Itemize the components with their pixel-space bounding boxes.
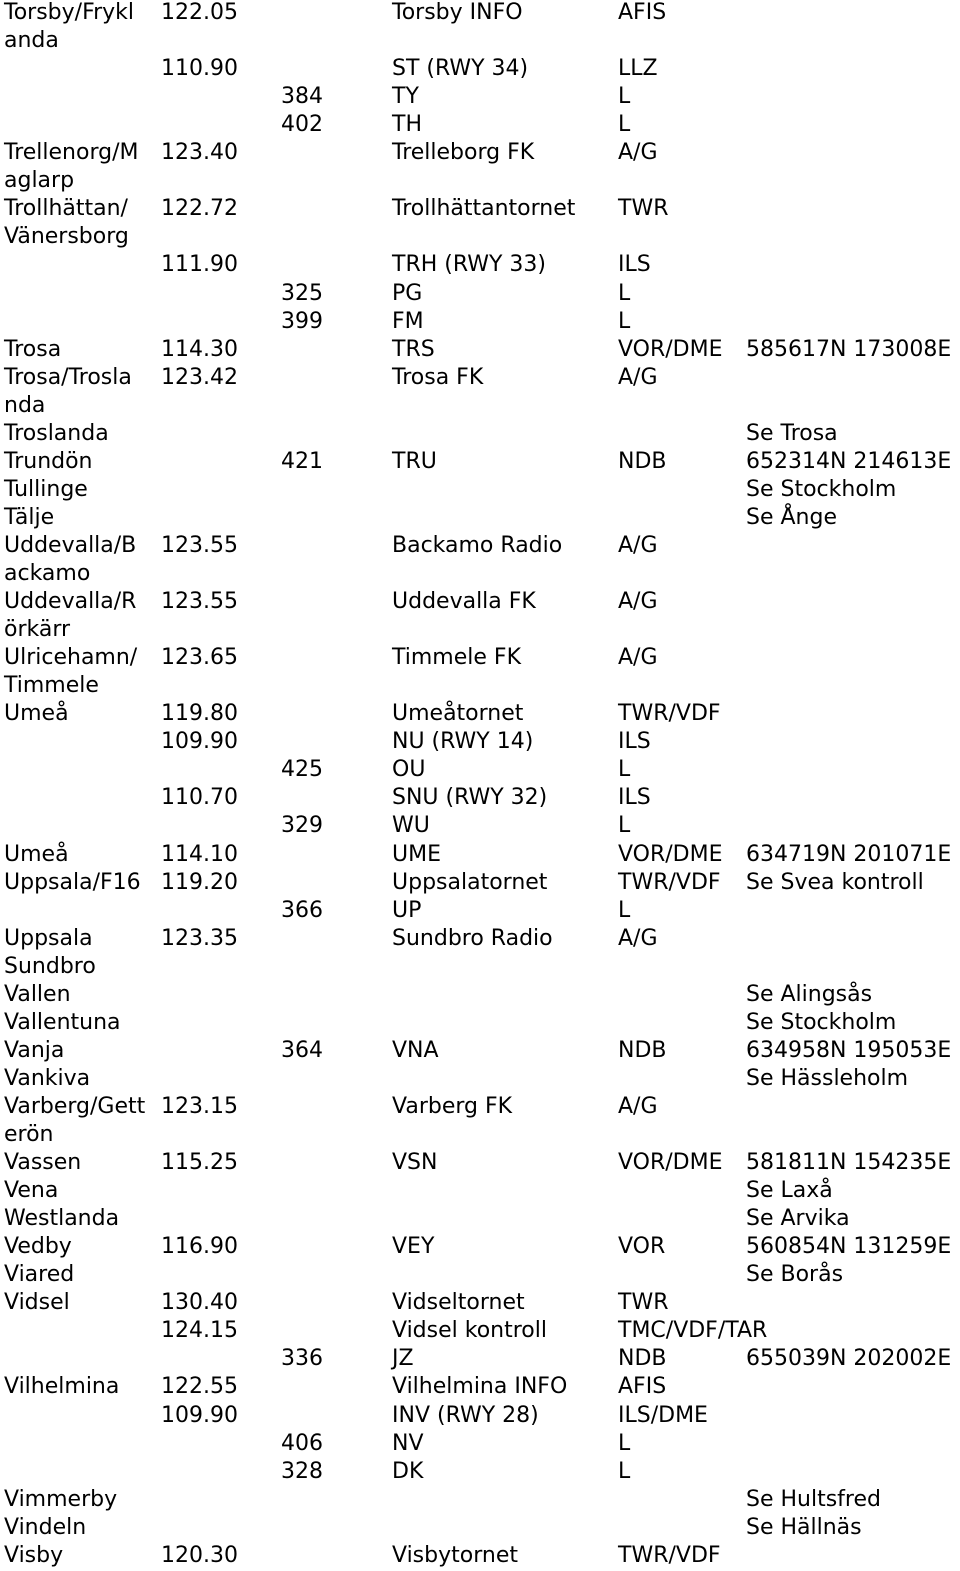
table-row <box>0 167 960 195</box>
table-row <box>0 1149 960 1177</box>
type-cell: A/G <box>618 140 658 166</box>
ident-cell: Vidseltornet <box>392 1290 525 1316</box>
table-row <box>0 448 960 476</box>
ident-cell: UP <box>392 897 422 923</box>
table-row <box>0 1289 960 1317</box>
frequency-cell: 111.90 <box>161 252 238 278</box>
ident-cell: Vilhelmina INFO <box>392 1374 568 1400</box>
place-cell: Sundbro <box>4 953 96 979</box>
remark-cell: 634719N 201071E <box>746 841 952 867</box>
ident-cell: NV <box>392 1430 424 1456</box>
table-row <box>0 1065 960 1093</box>
table-row <box>0 504 960 532</box>
frequency-cell: 122.05 <box>161 0 238 25</box>
table-row <box>0 1458 960 1486</box>
remark-cell: 585617N 173008E <box>746 336 952 362</box>
frequency-cell: 114.30 <box>161 336 238 362</box>
table-row <box>0 83 960 111</box>
table-row <box>0 308 960 336</box>
ident-cell: Uddevalla FK <box>392 589 536 615</box>
table-row <box>0 1177 960 1205</box>
place-cell: nda <box>4 392 46 418</box>
ndb-frequency-cell: 402 <box>281 112 323 138</box>
type-cell: L <box>618 813 631 839</box>
type-cell: L <box>618 280 631 306</box>
frequency-cell: 115.25 <box>161 1150 238 1176</box>
place-cell: Troslanda <box>4 420 109 446</box>
place-cell: Vena <box>4 1178 59 1204</box>
place-cell: Vanja <box>4 1037 65 1063</box>
ident-cell: VNA <box>392 1037 439 1063</box>
remark-cell: Se Hällnäs <box>746 1514 862 1540</box>
ident-cell: Sundbro Radio <box>392 925 553 951</box>
ndb-frequency-cell: 336 <box>281 1346 323 1372</box>
ndb-frequency-cell: 384 <box>281 84 323 110</box>
table-row <box>0 1205 960 1233</box>
ndb-frequency-cell: 325 <box>281 280 323 306</box>
frequency-cell: 123.55 <box>161 532 238 558</box>
frequency-cell: 123.65 <box>161 645 238 671</box>
ndb-frequency-cell: 364 <box>281 1037 323 1063</box>
remark-cell: 655039N 202002E <box>746 1346 952 1372</box>
place-cell: örkärr <box>4 617 71 643</box>
ident-cell: TH <box>392 112 422 138</box>
place-cell: Trosa/Trosla <box>4 364 132 390</box>
place-cell: Trollhättan/ <box>4 196 128 222</box>
type-cell: VOR <box>618 1234 666 1260</box>
type-cell: NDB <box>618 1346 667 1372</box>
place-cell: Uddevalla/R <box>4 589 137 615</box>
table-row <box>0 728 960 756</box>
place-cell: Vassen <box>4 1150 82 1176</box>
type-cell: VOR/DME <box>618 1150 723 1176</box>
place-cell: Vallen <box>4 981 71 1007</box>
remark-cell: Se Ånge <box>746 504 837 530</box>
place-cell: Trundön <box>4 448 93 474</box>
ndb-frequency-cell: 329 <box>281 813 323 839</box>
place-cell: Vänersborg <box>4 224 129 250</box>
place-cell: Viared <box>4 1262 75 1288</box>
remark-cell: Se Trosa <box>746 420 838 446</box>
remark-cell: Se Borås <box>746 1262 844 1288</box>
type-cell: TWR/VDF <box>618 701 721 727</box>
place-cell: Vindeln <box>4 1514 87 1540</box>
place-cell: Trellenorg/M <box>4 140 139 166</box>
table-row <box>0 280 960 308</box>
ident-cell: FM <box>392 308 424 334</box>
frequency-cell: 122.55 <box>161 1374 238 1400</box>
type-cell: TWR <box>618 1290 669 1316</box>
type-cell: ILS <box>618 729 651 755</box>
table-row <box>0 195 960 223</box>
table-row <box>0 1233 960 1261</box>
type-cell: L <box>618 84 631 110</box>
type-cell: ILS/DME <box>618 1402 708 1428</box>
ident-cell: UME <box>392 841 441 867</box>
place-cell: Vankiva <box>4 1065 91 1091</box>
ident-cell: SNU (RWY 32) <box>392 785 548 811</box>
type-cell: NDB <box>618 1037 667 1063</box>
place-cell: Vimmerby <box>4 1486 118 1512</box>
ident-cell: Umeåtornet <box>392 701 524 727</box>
place-cell: anda <box>4 28 59 54</box>
ndb-frequency-cell: 366 <box>281 897 323 923</box>
frequency-cell: 119.20 <box>161 869 238 895</box>
type-cell: VOR/DME <box>618 841 723 867</box>
table-row <box>0 0 960 27</box>
type-cell: A/G <box>618 532 658 558</box>
table-row <box>0 392 960 420</box>
ndb-frequency-cell: 328 <box>281 1458 323 1484</box>
type-cell: ILS <box>618 252 651 278</box>
table-row <box>0 1402 960 1430</box>
ident-cell: VEY <box>392 1234 435 1260</box>
remark-cell: Se Hultsfred <box>746 1486 881 1512</box>
ndb-frequency-cell: 425 <box>281 757 323 783</box>
place-cell: Uppsala/F16 <box>4 869 141 895</box>
place-cell: Vedby <box>4 1234 72 1260</box>
frequency-cell: 130.40 <box>161 1290 238 1316</box>
frequency-cell: 114.10 <box>161 841 238 867</box>
type-cell: TWR <box>618 196 669 222</box>
place-cell: aglarp <box>4 168 75 194</box>
place-cell: Timmele <box>4 673 99 699</box>
table-row <box>0 1261 960 1289</box>
table-row <box>0 869 960 897</box>
frequency-cell: 123.35 <box>161 925 238 951</box>
type-cell: AFIS <box>618 1374 667 1400</box>
table-row <box>0 700 960 728</box>
place-cell: Uppsala <box>4 925 93 951</box>
ident-cell: TRU <box>392 448 437 474</box>
type-cell: L <box>618 1458 631 1484</box>
table-row <box>0 953 960 981</box>
table-row <box>0 55 960 83</box>
table-row <box>0 672 960 700</box>
ident-cell: PG <box>392 280 423 306</box>
table-row <box>0 476 960 504</box>
type-cell: VOR/DME <box>618 336 723 362</box>
ident-cell: VSN <box>392 1150 438 1176</box>
ident-cell: TRS <box>392 336 435 362</box>
ident-cell: DK <box>392 1458 424 1484</box>
table-row <box>0 1345 960 1373</box>
table-row <box>0 336 960 364</box>
ident-cell: Torsby INFO <box>392 0 523 25</box>
frequency-cell: 123.42 <box>161 364 238 390</box>
table-row <box>0 251 960 279</box>
remark-cell: 634958N 195053E <box>746 1037 952 1063</box>
table-row <box>0 1037 960 1065</box>
table-row <box>0 1430 960 1458</box>
table-row <box>0 223 960 251</box>
place-cell: Tullinge <box>4 476 88 502</box>
ident-cell: Timmele FK <box>392 645 521 671</box>
ndb-frequency-cell: 421 <box>281 448 323 474</box>
remark-cell: Se Laxå <box>746 1178 833 1204</box>
ident-cell: Backamo Radio <box>392 532 563 558</box>
frequency-cell: 109.90 <box>161 1402 238 1428</box>
frequency-cell: 124.15 <box>161 1318 238 1344</box>
table-row <box>0 981 960 1009</box>
place-cell: Umeå <box>4 701 69 727</box>
ident-cell: Uppsalatornet <box>392 869 548 895</box>
ident-cell: TRH (RWY 33) <box>392 252 546 278</box>
table-row <box>0 616 960 644</box>
table-row <box>0 756 960 784</box>
type-cell: LLZ <box>618 56 658 82</box>
type-cell: L <box>618 308 631 334</box>
table-row <box>0 1486 960 1514</box>
frequency-cell: 123.15 <box>161 1093 238 1119</box>
ndb-frequency-cell: 399 <box>281 308 323 334</box>
place-cell: Vilhelmina <box>4 1374 120 1400</box>
remark-cell: Se Hässleholm <box>746 1065 909 1091</box>
table-row <box>0 532 960 560</box>
table-row <box>0 1542 960 1570</box>
ident-cell: TY <box>392 84 419 110</box>
remark-cell: 560854N 131259E <box>746 1234 952 1260</box>
ident-cell: Varberg FK <box>392 1093 513 1119</box>
type-cell: A/G <box>618 645 658 671</box>
table-row <box>0 644 960 672</box>
frequency-cell: 120.30 <box>161 1542 238 1568</box>
ident-cell: OU <box>392 757 426 783</box>
place-cell: Ulricehamn/ <box>4 645 138 671</box>
ident-cell: Trosa FK <box>392 364 484 390</box>
type-cell: L <box>618 897 631 923</box>
type-cell: TMC/VDF/TAR <box>618 1318 768 1344</box>
ident-cell: WU <box>392 813 430 839</box>
type-cell: AFIS <box>618 0 667 25</box>
place-cell: Umeå <box>4 841 69 867</box>
table-row <box>0 812 960 840</box>
table-row <box>0 841 960 869</box>
frequency-cell: 116.90 <box>161 1234 238 1260</box>
table-row <box>0 784 960 812</box>
remark-cell: Se Svea kontroll <box>746 869 924 895</box>
table-row <box>0 560 960 588</box>
table-row <box>0 1121 960 1149</box>
remark-cell: 581811N 154235E <box>746 1150 952 1176</box>
place-cell: Torsby/Frykl <box>4 0 135 25</box>
ident-cell: Trelleborg FK <box>392 140 535 166</box>
type-cell: A/G <box>618 589 658 615</box>
place-cell: Vallentuna <box>4 1009 121 1035</box>
ident-cell: INV (RWY 28) <box>392 1402 539 1428</box>
place-cell: Tälje <box>4 504 55 530</box>
place-cell: Uddevalla/B <box>4 532 137 558</box>
place-cell: Westlanda <box>4 1206 120 1232</box>
table-row <box>0 925 960 953</box>
table-row <box>0 1093 960 1121</box>
remark-cell: Se Stockholm <box>746 476 897 502</box>
type-cell: NDB <box>618 448 667 474</box>
table-row <box>0 897 960 925</box>
frequency-cell: 110.70 <box>161 785 238 811</box>
table-row <box>0 1317 960 1345</box>
table-row <box>0 588 960 616</box>
ident-cell: Trollhättantornet <box>392 196 576 222</box>
table-row <box>0 1009 960 1037</box>
place-cell: Trosa <box>4 336 62 362</box>
type-cell: L <box>618 112 631 138</box>
table-row <box>0 420 960 448</box>
frequency-cell: 123.55 <box>161 589 238 615</box>
ndb-frequency-cell: 406 <box>281 1430 323 1456</box>
table-row <box>0 139 960 167</box>
ident-cell: JZ <box>392 1346 414 1372</box>
remark-cell: Se Stockholm <box>746 1009 897 1035</box>
type-cell: TWR/VDF <box>618 1542 721 1568</box>
remark-cell: Se Arvika <box>746 1206 850 1232</box>
place-cell: Vidsel <box>4 1290 70 1316</box>
ident-cell: NU (RWY 14) <box>392 729 534 755</box>
remark-cell: 652314N 214613E <box>746 448 952 474</box>
type-cell: ILS <box>618 785 651 811</box>
table-row <box>0 364 960 392</box>
frequency-cell: 122.72 <box>161 196 238 222</box>
ident-cell: ST (RWY 34) <box>392 56 529 82</box>
ident-cell: Visbytornet <box>392 1542 518 1568</box>
type-cell: TWR/VDF <box>618 869 721 895</box>
type-cell: L <box>618 757 631 783</box>
type-cell: L <box>618 1430 631 1456</box>
place-cell: ackamo <box>4 561 91 586</box>
place-cell: Varberg/Gett <box>4 1093 146 1119</box>
table-row <box>0 1514 960 1542</box>
type-cell: A/G <box>618 364 658 390</box>
frequency-cell: 109.90 <box>161 729 238 755</box>
place-cell: Visby <box>4 1542 64 1568</box>
remark-cell: Se Alingsås <box>746 981 873 1007</box>
table-row <box>0 27 960 55</box>
table-row <box>0 111 960 139</box>
table-row <box>0 1373 960 1401</box>
frequency-cell: 123.40 <box>161 140 238 166</box>
place-cell: erön <box>4 1122 54 1147</box>
frequency-cell: 119.80 <box>161 701 238 727</box>
type-cell: A/G <box>618 1093 658 1119</box>
type-cell: A/G <box>618 925 658 951</box>
frequency-cell: 110.90 <box>161 56 238 82</box>
ident-cell: Vidsel kontroll <box>392 1318 547 1344</box>
